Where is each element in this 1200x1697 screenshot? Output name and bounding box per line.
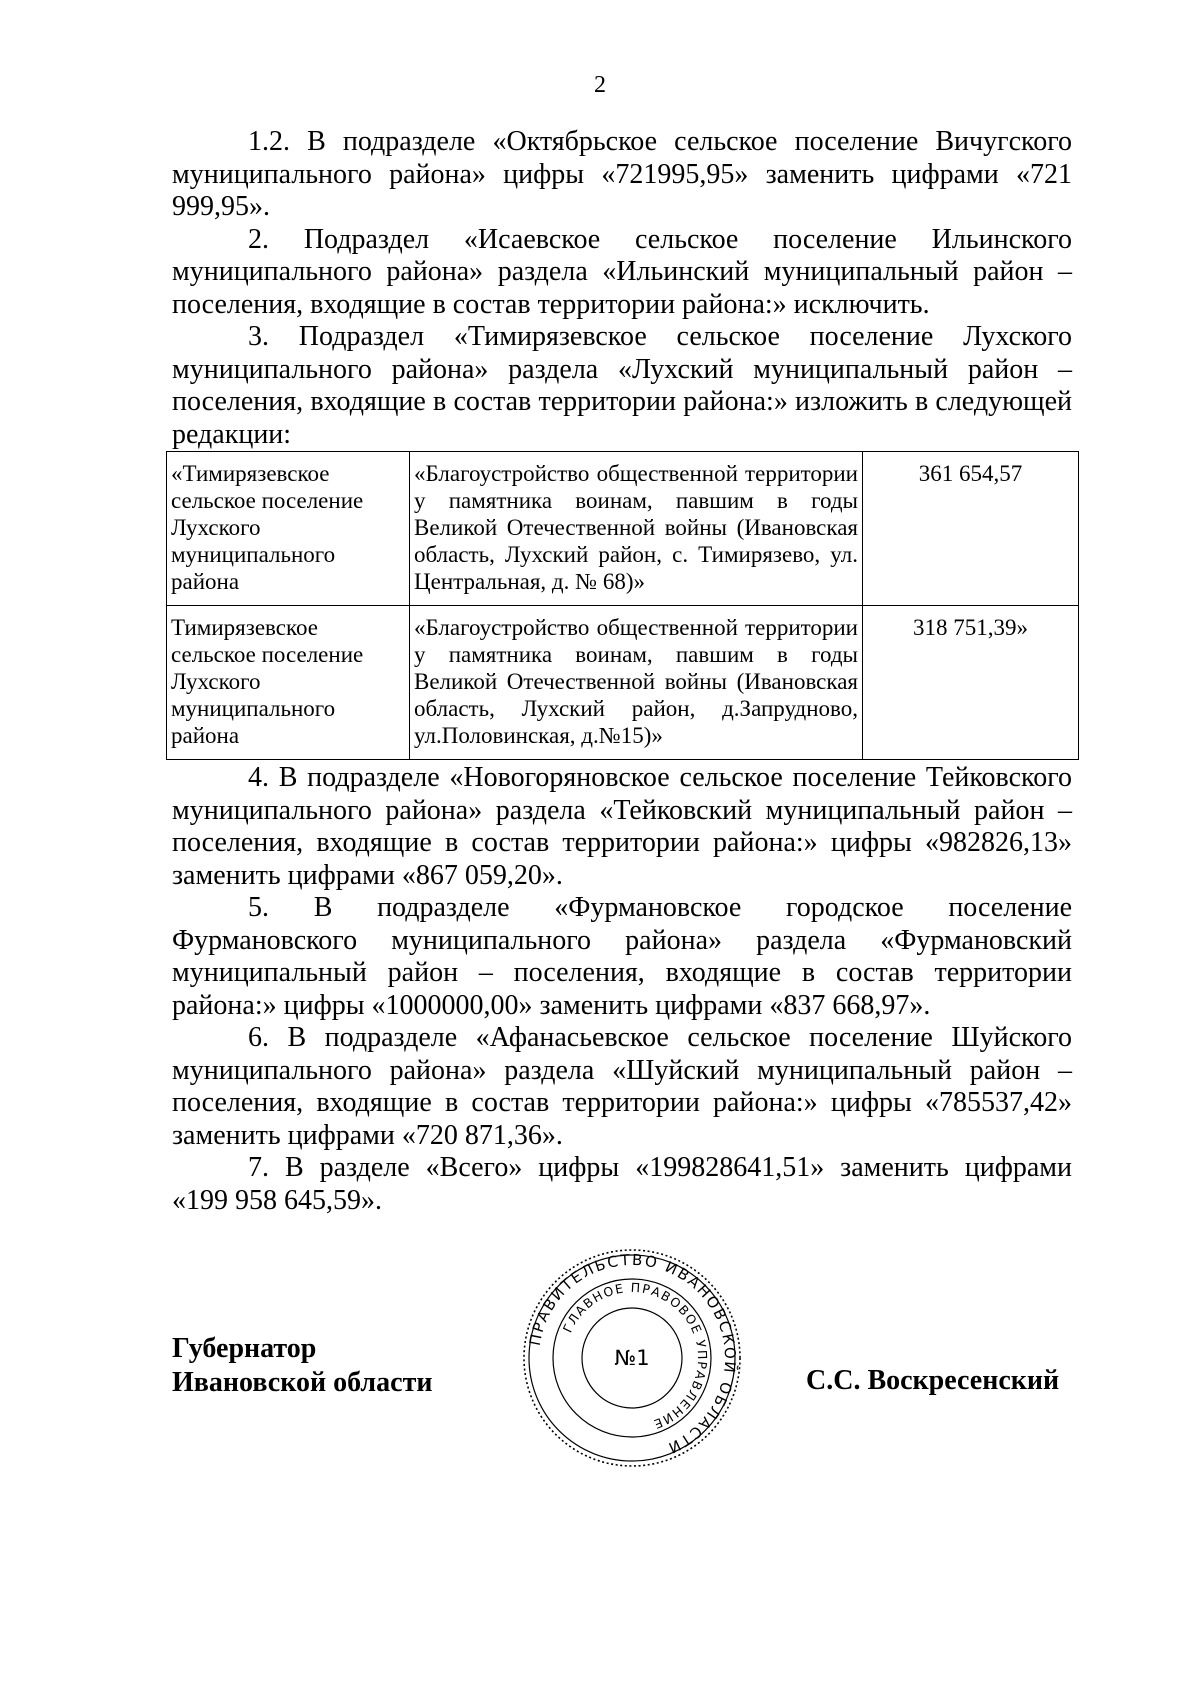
document-body — [172, 126, 1072, 1217]
signatory-title-line1: Губернатор — [172, 1333, 317, 1364]
settlement-cell: Тимирязевское сельское поселение Лухского муниципального района — [167, 606, 410, 760]
table-row — [167, 606, 1079, 760]
paragraph-3: 3. Подраздел «Тимирязевское сельское поселение Лухского муниципального района» раздела «Лухский муниципальный район – поселения, входящие в состав территории района:» изложить в следующей редакции: — [172, 321, 1072, 450]
paragraph-4: 4. В подразделе «Новогоряновское сельское поселение Тейковского муниципального района» раздела «Тейковский муниципальный район – поселения, входящие в состав территории района:» цифры «982826,13» заменить цифрами «867 059,20». — [172, 762, 1072, 891]
seal-inner-text: ГЛАВНОЕ ПРАВОВОЕ УПРАВЛЕНИЕ — [559, 1279, 711, 1433]
project-cell: «Благоустройство общественной территории у памятника воинам, павшим в годы Великой Отечественной войны (Ивановская область, Лухский район, с. Тимирязево, ул. Центральная, д. № 68)» — [410, 452, 863, 606]
paragraph-7: 7. В разделе «Всего» цифры «199828641,51» заменить цифрами «199 958 645,59». — [172, 1152, 1072, 1216]
subsection-table — [166, 451, 1079, 760]
paragraph-6: 6. В подразделе «Афанасьевское сельское поселение Шуйского муниципального района» раздела «Шуйский муниципальный район – поселения, входящие в состав территории района:» цифры «785537,42» заменить цифрами «720 871,36». — [172, 1022, 1072, 1151]
paragraph-2: 2. Подраздел «Исаевское сельское поселение Ильинского муниципального района» раздела «Ильинский муниципальный район – поселения, входящие в состав территории района:» исключить. — [172, 223, 1072, 320]
seal-number: №1 — [614, 1346, 650, 1370]
signatory-title-line2: Ивановской области — [172, 1367, 433, 1398]
table-row — [167, 452, 1079, 606]
amount-cell: 318 751,39» — [863, 606, 1079, 760]
official-seal-icon — [520, 1246, 744, 1470]
settlement-cell: «Тимирязевское сельское поселение Лухского муниципального района — [167, 452, 410, 606]
page-number: 2 — [594, 72, 606, 98]
signatory-name: С.С. Воскресенский — [806, 1365, 1060, 1396]
project-cell: «Благоустройство общественной территории у памятника воинам, павшим в годы Великой Отечественной войны (Ивановская область, Лухский район, д.Запрудново, ул.Половинская, д.№15)» — [410, 606, 863, 760]
paragraph-5: 5. В подразделе «Фурмановское городское поселение Фурмановского муниципального района» раздела «Фурмановский муниципальный район – поселения, входящие в состав территории района:» цифры «1000000,00» заменить цифрами «837 668,97». — [172, 892, 1072, 1021]
signatory-title — [172, 1332, 432, 1400]
amount-cell: 361 654,57 — [863, 452, 1079, 606]
seal-outer-text: ПРАВИТЕЛЬСТВО ИВАНОВСКОЙ ОБЛАСТИ — [525, 1250, 740, 1458]
paragraph-1-2: 1.2. В подразделе «Октябрьское сельское поселение Вичугского муниципального района» цифры «721995,95» заменить цифрами «721 999,95». — [172, 126, 1072, 222]
